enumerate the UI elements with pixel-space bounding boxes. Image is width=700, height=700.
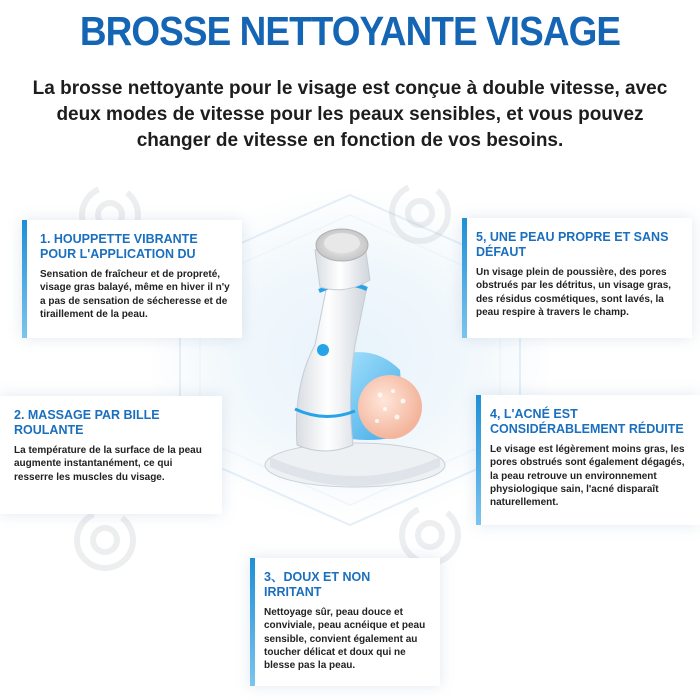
card-accent-bar — [462, 218, 467, 338]
feature-card-1 — [22, 220, 242, 338]
feature-card-4 — [476, 395, 700, 525]
card-accent-bar — [22, 220, 27, 338]
feature-card-2 — [0, 396, 222, 514]
feature-text-3: Nettoyage sûr, peau douce et conviviale, peau acnéique et peau sensible, convient également au toucher délicat et doux qui ne blesse pas la peau. — [264, 607, 426, 672]
feature-text-2: La température de la surface de la peau augmente instantanément, ce qui resserre les muscles du visage. — [14, 445, 202, 483]
feature-title-2: 2. MASSAGE PAR BILLE ROULANTE — [14, 408, 160, 437]
feature-text-5: Un visage plein de poussière, des pores obstrués par les détritus, un visage gras, des résidus cosmétiques, sont lavés, la peau respire à travers le champ. — [476, 267, 672, 318]
card-accent-bar — [250, 558, 255, 686]
feature-title-5: 5, UNE PEAU PROPRE ET SANS DÉFAUT — [476, 230, 669, 259]
feature-title-1: 1. HOUPPETTE VIBRANTE POUR L'APPLICATION DU — [40, 232, 198, 261]
page-title: BROSSE NETTOYANTE VISAGE — [79, 8, 621, 54]
feature-text-4: Le visage est légèrement moins gras, les pores obstrués sont également dégagés, la peau retrouve un environnement physiologique sain, l'acné disparaît naturellement. — [490, 444, 685, 509]
cleansing-brush-device-illustration — [255, 195, 455, 495]
feature-title-3: 3、DOUX ET NON IRRITANT — [264, 570, 371, 599]
feature-card-5 — [462, 218, 692, 338]
feature-title-4: 4, L'ACNÉ EST CONSIDÉRABLEMENT RÉDUITE — [490, 407, 684, 436]
watermark-logo — [70, 505, 140, 575]
feature-card-3 — [250, 558, 440, 686]
feature-text-1: Sensation de fraîcheur et de propreté, visage gras balayé, même en hiver il n'y a pas de sensation de sécheresse et de tiraillement de la peau. — [40, 269, 230, 320]
card-accent-bar — [476, 395, 481, 525]
intro-text: La brosse nettoyante pour le visage est conçue à double vitesse, avec deux modes de vitesse pour les peaux sensibles, et vous pouvez changer de vitesse en fonction de vos besoins. — [32, 78, 668, 151]
